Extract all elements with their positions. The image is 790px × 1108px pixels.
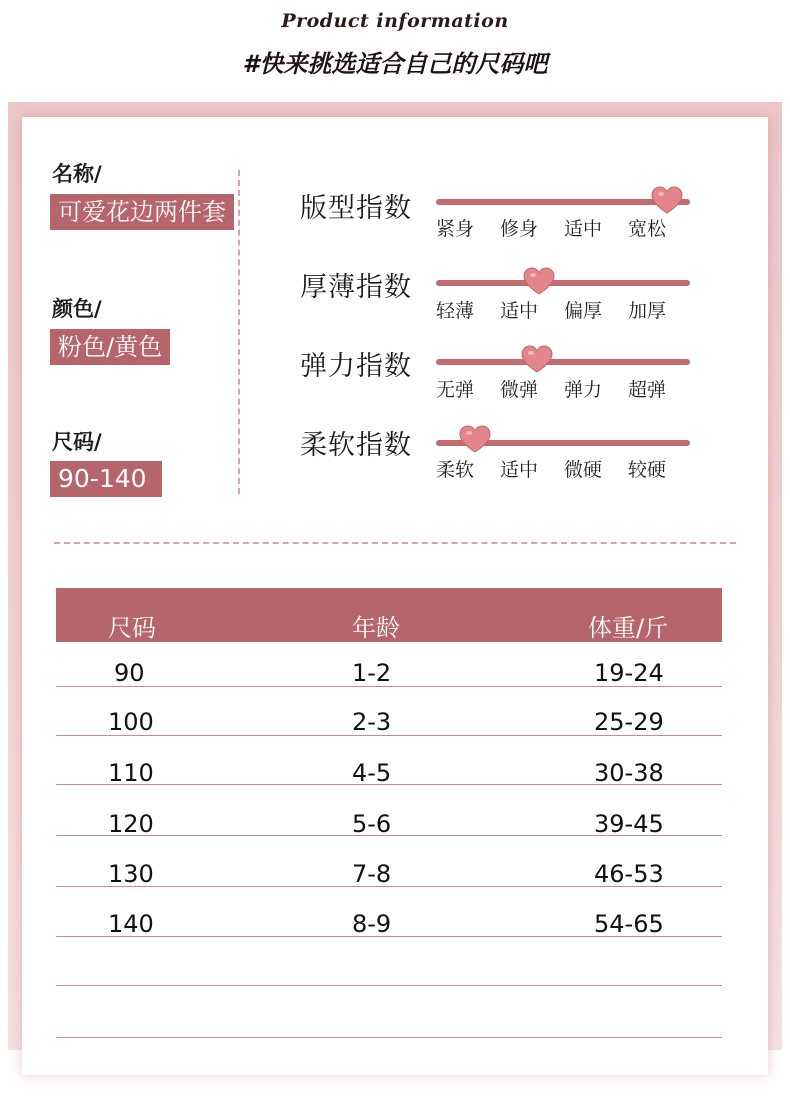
header-size: 尺码 (108, 614, 156, 642)
index-ticks (436, 375, 716, 402)
cell-age: 7-8 (352, 860, 392, 888)
cell-weight: 39-45 (594, 810, 664, 838)
section-divider (54, 542, 736, 544)
index-tick: 适中 (500, 300, 539, 322)
header-weight: 体重/斤 (588, 614, 669, 642)
size-label: 尺码/ (52, 430, 102, 454)
cell-size: 120 (108, 810, 154, 838)
heart-icon (458, 424, 492, 454)
index-label: 版型指数 (300, 193, 412, 224)
index-tick: 加厚 (628, 300, 667, 322)
index-tick: 超弹 (628, 379, 667, 401)
index-tick: 轻薄 (436, 300, 475, 322)
index-tick: 无弹 (436, 379, 475, 401)
cell-weight: 25-29 (594, 708, 664, 736)
cell-age: 5-6 (352, 810, 392, 838)
index-track (436, 359, 690, 365)
heart-icon (520, 344, 554, 374)
cell-size: 130 (108, 860, 154, 888)
name-value-badge: 可爱花边两件套 (50, 194, 234, 230)
index-tick: 修身 (500, 218, 539, 240)
cell-weight: 30-38 (594, 759, 664, 787)
color-label: 颜色/ (52, 297, 102, 321)
vertical-divider (238, 170, 240, 494)
index-ticks (436, 455, 716, 482)
cell-size: 100 (108, 708, 154, 736)
size-value-badge: 90-140 (50, 461, 162, 497)
title-chinese: #快来挑选适合自己的尺码吧 (242, 50, 548, 78)
heart-icon (522, 266, 556, 296)
index-tick: 适中 (500, 459, 539, 481)
table-row-empty (56, 935, 722, 986)
index-tick: 紧身 (436, 218, 475, 240)
index-tick: 较硬 (628, 459, 667, 481)
index-track (436, 280, 690, 286)
name-label: 名称/ (52, 162, 102, 186)
cell-weight: 46-53 (594, 860, 664, 888)
index-tick: 弹力 (564, 379, 603, 401)
color-value-badge: 粉色/黄色 (50, 329, 170, 365)
table-row (56, 636, 722, 687)
title-english: Product information (281, 10, 509, 32)
cell-size: 140 (108, 910, 154, 938)
index-tick: 柔软 (436, 459, 475, 481)
index-label: 厚薄指数 (300, 272, 412, 303)
index-tick: 宽松 (628, 218, 667, 240)
table-row (56, 734, 722, 785)
index-tick: 微弹 (500, 379, 539, 401)
table-row (56, 836, 722, 887)
cell-age: 2-3 (352, 708, 392, 736)
heart-icon (650, 185, 684, 215)
table-row-empty (56, 987, 722, 1038)
cell-age: 8-9 (352, 910, 392, 938)
cell-weight: 19-24 (594, 659, 664, 687)
table-row (56, 785, 722, 836)
header-age: 年龄 (352, 614, 400, 642)
table-row (56, 886, 722, 937)
cell-weight: 54-65 (594, 910, 664, 938)
cell-size: 90 (114, 659, 145, 687)
index-label: 柔软指数 (300, 430, 412, 461)
index-ticks (436, 296, 716, 323)
index-ticks (436, 214, 716, 241)
cell-age: 4-5 (352, 759, 392, 787)
index-tick: 偏厚 (564, 300, 603, 322)
table-row (56, 685, 722, 736)
cell-size: 110 (108, 759, 154, 787)
index-tick: 微硬 (564, 459, 603, 481)
cell-age: 1-2 (352, 659, 392, 687)
index-tick: 适中 (564, 218, 603, 240)
size-table-header (56, 588, 722, 642)
index-label: 弹力指数 (300, 351, 412, 382)
